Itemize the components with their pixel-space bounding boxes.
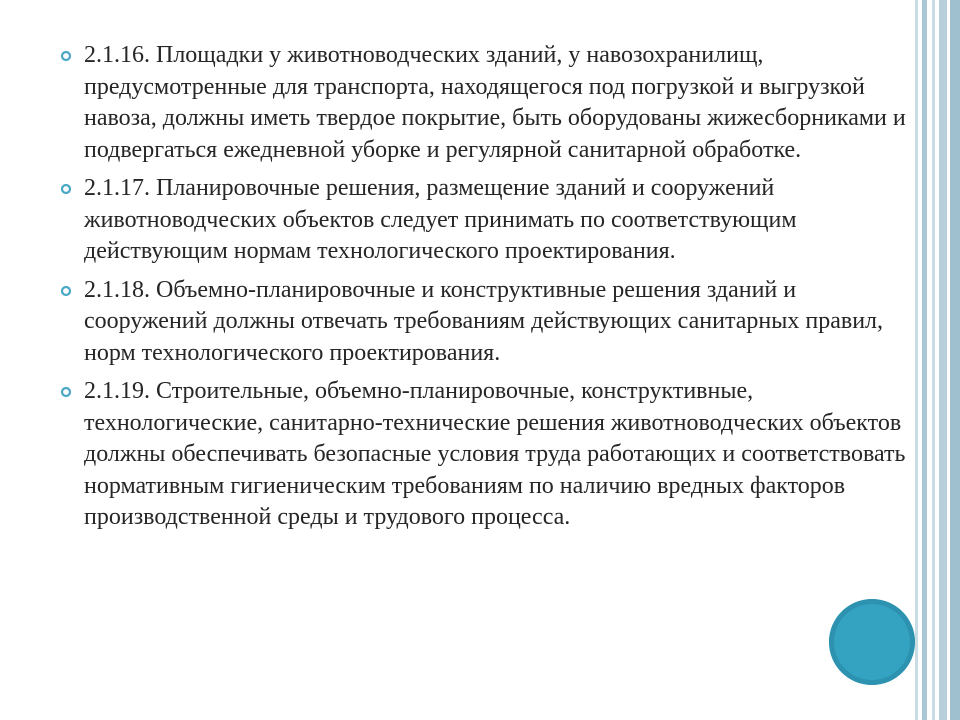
ring-bullet-icon xyxy=(60,386,72,398)
decorative-stripes xyxy=(908,0,960,720)
bullet-list xyxy=(60,40,910,534)
ring-bullet-icon xyxy=(60,50,72,62)
list-item xyxy=(60,40,910,166)
list-item-text: 2.1.18. Объемно-планировочные и конструктивные решения зданий и сооружений должны отвечать требованиям действующих санитарных правил, норм технологического проектирования. xyxy=(84,276,884,366)
list-item-text: 2.1.16. Площадки у животноводческих зданий, у навозохранилищ, предусмотренные для транспорта, находящегося под погрузкой и выгрузкой навоза, должны иметь твердое покрытие, быть оборудованы жижесборниками и подвергаться ежедневной уборке и регулярной санитарной обработке. xyxy=(84,42,906,163)
decorative-circle xyxy=(829,599,915,685)
list-item-text: 2.1.17. Планировочные решения, размещение зданий и сооружений животноводческих объектов следует принимать по соответствующим действующим нормам технологического проектирования. xyxy=(84,175,797,264)
ring-bullet-icon xyxy=(60,285,72,297)
slide-content xyxy=(60,40,910,700)
list-item xyxy=(60,376,910,534)
list-item xyxy=(60,173,910,268)
list-item xyxy=(60,275,910,370)
list-item-text: 2.1.19. Строительные, объемно-планировочные, конструктивные, технологические, санитарно-технические решения животноводческих объектов должны обеспечивать безопасные условия труда работающих и соответствовать нормативным гигиеническим требованиям по наличию вредных факторов производственной среды и трудового процесса. xyxy=(84,378,906,530)
ring-bullet-icon xyxy=(60,183,72,195)
